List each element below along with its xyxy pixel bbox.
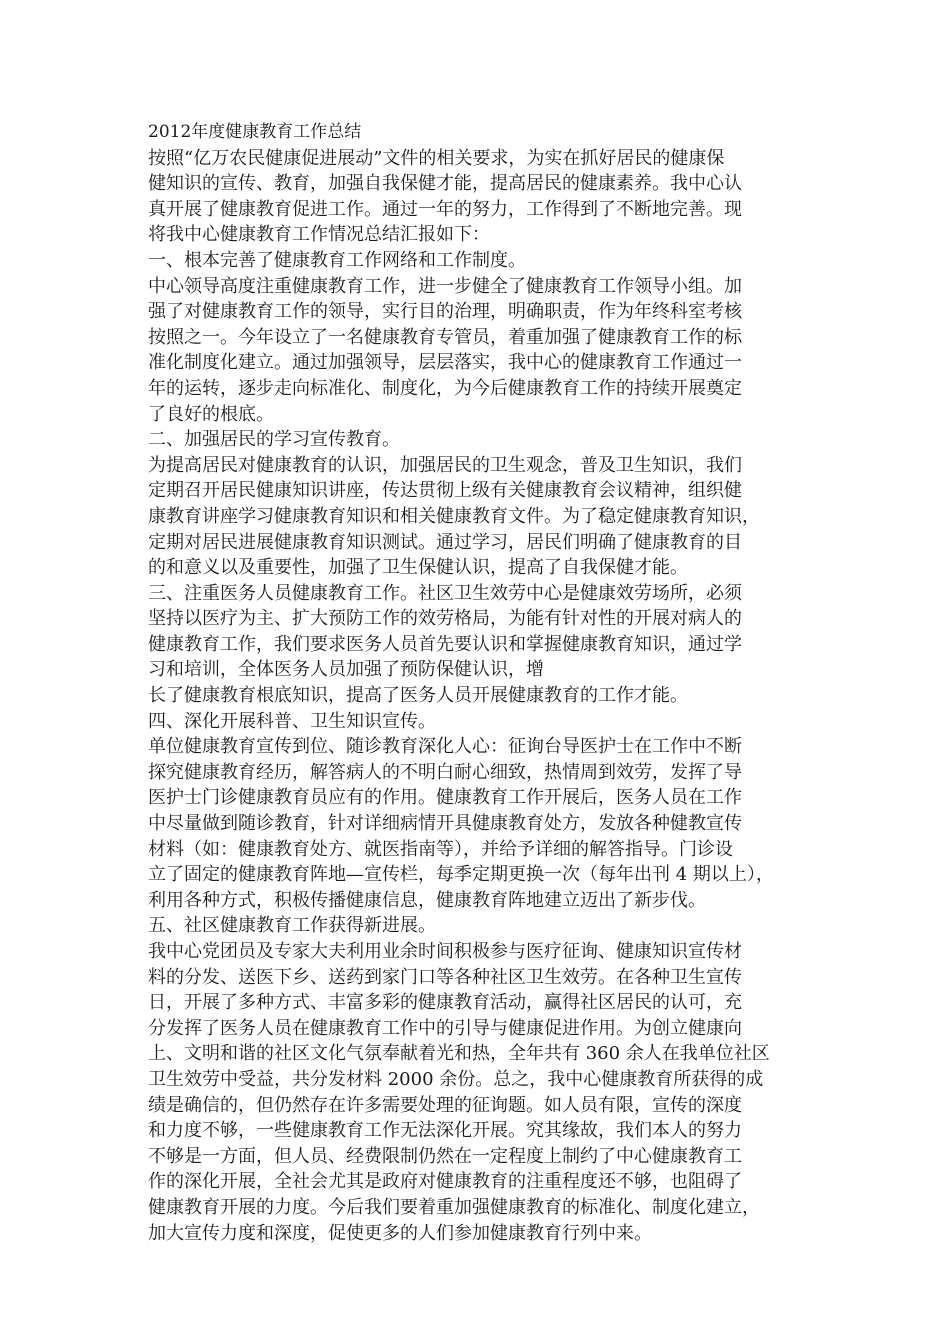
text-line: 作的深化开展，全社会尤其是政府对健康教育的注重程度还不够，也阻碍了 <box>148 1171 742 1193</box>
text-line: 的和意义以及重要性，加强了卫生保健认识，提高了自我保健才能。 <box>148 557 688 579</box>
text-line: 定期对居民进展健康教育知识测试。通过学习，居民们明确了健康教育的目 <box>148 531 742 553</box>
text-line: 为提高居民对健康教育的认识，加强居民的卫生观念，普及卫生知识，我们 <box>148 454 742 476</box>
text-line: 二、加强居民的学习宣传教育。 <box>148 429 400 451</box>
document-page <box>148 120 808 1246</box>
text-line: 三、注重医务人员健康教育工作。社区卫生效劳中心是健康效劳场所，必须 <box>148 582 742 604</box>
text-line: 习和培训，全体医务人员加强了预防保健认识，增 <box>148 659 544 681</box>
text-line: 医护士门诊健康教育员应有的作用。健康教育工作开展后，医务人员在工作 <box>148 787 742 809</box>
text-line: 卫生效劳中受益，共分发材料 2000 余份。总之，我中心健康教育所获得的成 <box>148 1068 764 1090</box>
text-line: 康教育讲座学习健康教育知识和相关健康教育文件。为了稳定健康教育知识， <box>148 505 760 527</box>
document-title: 2012年度健康教育工作总结 <box>148 122 362 142</box>
text-line: 一、根本完善了健康教育工作网络和工作制度。 <box>148 249 526 271</box>
document-body <box>148 146 808 1247</box>
text-line: 五、社区健康教育工作获得新进展。 <box>148 915 436 937</box>
text-line: 绩是确信的，但仍然存在许多需要处理的征询题。如人员有限，宣传的深度 <box>148 1094 742 1116</box>
text-line: 强了对健康教育工作的领导，实行目的治理，明确职责，作为年终科室考核 <box>148 301 742 323</box>
text-line: 真开展了健康教育促进工作。通过一年的努力，工作得到了不断地完善。现 <box>148 198 742 220</box>
text-line: 加大宣传力度和深度，促使更多的人们参加健康教育行列中来。 <box>148 1222 652 1244</box>
text-line: 定期召开居民健康知识讲座，传达贯彻上级有关健康教育会议精神，组织健 <box>148 480 742 502</box>
text-line: 四、深化开展科普、卫生知识宣传。 <box>148 710 436 732</box>
text-line: 年的运转，逐步走向标准化、制度化，为今后健康教育工作的持续开展奠定 <box>148 377 742 399</box>
text-line: 分发挥了医务人员在健康教育工作中的引导与健康促进作用。为创立健康向 <box>148 1017 742 1039</box>
text-line: 单位健康教育宣传到位、随诊教育深化人心：征询台导医护士在工作中不断 <box>148 736 742 758</box>
text-line: 材料（如：健康教育处方、就医指南等），并给予详细的解答指导。门诊设 <box>148 838 733 860</box>
text-line: 中尽量做到随诊教育，针对详细病情开具健康教育处方，发放各种健教宣传 <box>148 813 742 835</box>
text-line: 健康教育工作，我们要求医务人员首先要认识和掌握健康教育知识，通过学 <box>148 633 742 655</box>
text-line: 坚持以医疗为主、扩大预防工作的效劳格局，为能有针对性的开展对病人的 <box>148 608 742 630</box>
text-line: 中心领导高度注重健康教育工作，进一步健全了健康教育工作领导小组。加 <box>148 275 742 297</box>
text-line: 长了健康教育根底知识，提高了医务人员开展健康教育的工作才能。 <box>148 685 688 707</box>
text-line: 了良好的根底。 <box>148 403 274 425</box>
text-line: 按照“亿万农民健康促进展动”文件的相关要求，为实在抓好居民的健康保 <box>148 147 725 169</box>
text-line: 和力度不够，一些健康教育工作无法深化开展。究其缘故，我们本人的努力 <box>148 1120 742 1142</box>
text-line: 准化制度化建立。通过加强领导，层层落实，我中心的健康教育工作通过一 <box>148 352 742 374</box>
text-line: 探究健康教育经历，解答病人的不明白耐心细致，热情周到效劳，发挥了导 <box>148 761 742 783</box>
text-line: 健康教育开展的力度。今后我们要着重加强健康教育的标准化、制度化建立， <box>148 1196 760 1218</box>
text-line: 按照之一。今年设立了一名健康教育专管员，着重加强了健康教育工作的标 <box>148 326 742 348</box>
text-line: 健知识的宣传、教育，加强自我保健才能，提高居民的健康素养。我中心认 <box>148 173 742 195</box>
text-line: 不够是一方面，但人员、经费限制仍然在一定程度上制约了中心健康教育工 <box>148 1145 742 1167</box>
text-line: 料的分发、送医下乡、送药到家门口等各种社区卫生效劳。在各种卫生宣传 <box>148 966 742 988</box>
text-line: 我中心党团员及专家大夫利用业余时间积极参与医疗征询、健康知识宣传材 <box>148 941 742 962</box>
text-line: 上、文明和谐的社区文化气氛奉献着光和热，全年共有 360 余人在我单位社区 <box>148 1043 770 1065</box>
text-line: 日，开展了多种方式、丰富多彩的健康教育活动，赢得社区居民的认可，充 <box>148 992 742 1014</box>
text-line: 将我中心健康教育工作情况总结汇报如下： <box>148 224 490 246</box>
text-line: 利用各种方式，积极传播健康信息，健康教育阵地建立迈出了新步伐。 <box>148 889 706 911</box>
text-line: 立了固定的健康教育阵地—宣传栏，每季定期更换一次（每年出刊 4 期以上）， <box>148 864 774 886</box>
